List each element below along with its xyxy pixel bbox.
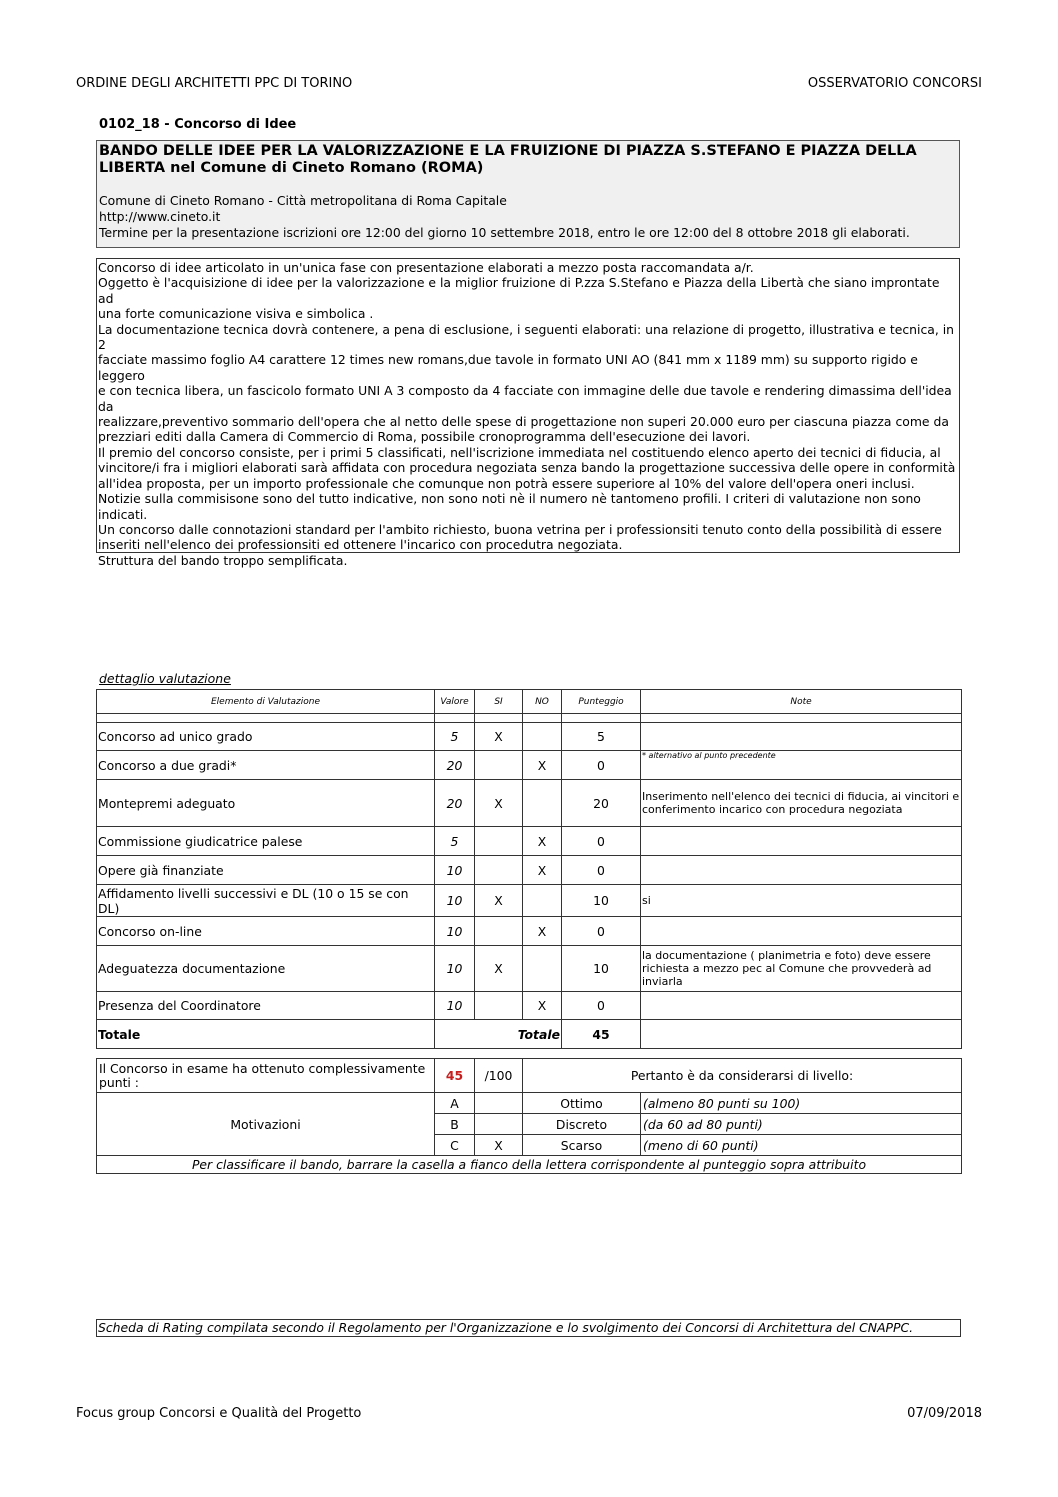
obtained-score: 45: [435, 1059, 475, 1093]
description-line: vincitore/i fra i migliori elaborati sarà affidata con procedura negoziata senza bando la progettazione successiva delle opere in conformità: [98, 460, 956, 476]
level-mark: [475, 1114, 523, 1135]
row-score: 0: [562, 917, 641, 946]
row-no: X: [523, 827, 562, 856]
row-si: [475, 827, 523, 856]
row-value: 10: [435, 946, 475, 992]
table-row: [97, 723, 962, 751]
classification-instruction: Per classificare il bando, barrare la casella a fianco della lettera corrispondente al punteggio sopra attribuito: [97, 1156, 962, 1174]
table-row: [97, 751, 962, 780]
description-line: all'idea proposta, per un importo professionale che comunque non potrà essere superiore al 10% del valore dell'opera oneri inclusi.: [98, 475, 915, 491]
row-note: * alternativo al punto precedente: [641, 751, 962, 780]
table-row: [97, 917, 962, 946]
total-label: Totale: [97, 1020, 435, 1049]
competition-deadline: Termine per la presentazione iscrizioni ore 12:00 del giorno 10 settembre 2018, entro le ore 12:00 del 8 ottobre 2018 gli elaborati.: [99, 225, 910, 240]
level-row-a: [97, 1093, 962, 1114]
header-observatory: OSSERVATORIO CONCORSI: [807, 76, 982, 91]
header-no: NO: [523, 690, 562, 714]
row-element: Concorso ad unico grado: [97, 723, 435, 751]
description-line: Un concorso dalle connotazioni standard per l'ambito richiesto, buona vetrina per i professionsiti tenuto conto della possibilità di essere: [98, 521, 942, 537]
description-line: e con tecnica libera, un fascicolo formato UNI A 3 composto da 4 facciate con immagine delle due tavole e rendering dimassima dell'idea da: [98, 383, 952, 414]
header-si: SI: [475, 690, 523, 714]
row-score: 10: [562, 946, 641, 992]
description-line: una forte comunicazione visiva e simbolica .: [98, 306, 374, 322]
description-line: Concorso di idee articolato in un'unica fase con presentazione elaborati a mezzo posta raccomandata a/r.: [98, 260, 754, 275]
header-value: Valore: [435, 690, 475, 714]
row-note: [641, 917, 962, 946]
row-note: [641, 856, 962, 885]
row-element: Opere già finanziate: [97, 856, 435, 885]
row-score: 10: [562, 885, 641, 917]
summary-table: [96, 1058, 962, 1174]
row-value: 20: [435, 780, 475, 827]
rating-note: Scheda di Rating compilata secondo il Regolamento per l'Organizzazione e lo svolgimento dei Concorsi di Architettura del CNAPPC.: [96, 1319, 961, 1337]
level-name: Scarso: [523, 1135, 641, 1156]
description-line: Notizie sulla commisisone sono del tutto indicative, non sono noti nè il numero nè tantomeno profili. I criteri di valutazione non sono: [98, 491, 921, 507]
table-row: [97, 827, 962, 856]
description-line: Struttura del bando troppo semplificata.: [98, 552, 348, 568]
row-element: Presenza del Coordinatore: [97, 992, 435, 1020]
row-no: [523, 885, 562, 917]
row-score: 5: [562, 723, 641, 751]
row-value: 10: [435, 917, 475, 946]
row-no: [523, 946, 562, 992]
competition-entity: Comune di Cineto Romano - Città metropolitana di Roma Capitale: [99, 193, 507, 208]
description-line: inseriti nell'elenco dei professionsiti ed ottenere l'incarico con procedutra negoziata.: [98, 537, 623, 553]
row-value: 5: [435, 723, 475, 751]
total-row: [97, 1020, 962, 1049]
row-si: X: [475, 723, 523, 751]
level-mark: X: [475, 1135, 523, 1156]
row-si: X: [475, 885, 523, 917]
row-no: X: [523, 917, 562, 946]
row-score: 0: [562, 751, 641, 780]
level-range: (almeno 80 punti su 100): [641, 1093, 962, 1114]
row-si: [475, 917, 523, 946]
row-note: Inserimento nell'elenco dei tecnici di fiducia, ai vincitori e conferimento incarico con procedura negoziata: [641, 780, 962, 827]
level-letter: C: [435, 1135, 475, 1156]
row-element: Affidamento livelli successivi e DL (10 o 15 se con DL): [97, 885, 435, 917]
description-line: indicati.: [98, 506, 148, 522]
level-letter: B: [435, 1114, 475, 1135]
row-value: 10: [435, 992, 475, 1020]
header-element: Elemento di Valutazione: [97, 690, 435, 714]
row-score: 20: [562, 780, 641, 827]
level-label: Pertanto è da considerarsi di livello:: [523, 1059, 962, 1093]
row-score: 0: [562, 856, 641, 885]
motivations-label: Motivazioni: [97, 1093, 435, 1156]
row-element: Concorso on-line: [97, 917, 435, 946]
evaluation-header-row: [97, 690, 962, 714]
row-element: Commissione giudicatrice palese: [97, 827, 435, 856]
table-row: [97, 992, 962, 1020]
header-score: Punteggio: [562, 690, 641, 714]
row-value: 10: [435, 856, 475, 885]
summary-score-row: [97, 1059, 962, 1093]
evaluation-table: [96, 689, 962, 1049]
spacer-row: [97, 714, 962, 723]
table-row: [97, 856, 962, 885]
level-name: Ottimo: [523, 1093, 641, 1114]
footer-date: 07/09/2018: [907, 1406, 982, 1421]
footer-focus-group: Focus group Concorsi e Qualità del Progetto: [76, 1406, 362, 1421]
row-si: [475, 751, 523, 780]
total-label-italic: Totale: [435, 1020, 562, 1049]
row-value: 10: [435, 885, 475, 917]
description-line: prezziari editi dalla Camera di Commercio di Roma, possibile cronoprogramma dell'esecuzione dei lavori.: [98, 429, 751, 445]
level-range: (meno di 60 punti): [641, 1135, 962, 1156]
level-name: Discreto: [523, 1114, 641, 1135]
row-note: [641, 827, 962, 856]
competition-title-box: [96, 140, 960, 248]
row-si: [475, 856, 523, 885]
row-element: Concorso a due gradi*: [97, 751, 435, 780]
evaluation-section-title: dettaglio valutazione: [99, 671, 231, 686]
out-of: /100: [475, 1059, 523, 1093]
competition-title-line1: BANDO DELLE IDEE PER LA VALORIZZAZIONE E LA FRUIZIONE DI PIAZZA S.STEFANO E PIAZZA DELLA: [99, 143, 917, 159]
description-line: La documentazione tecnica dovrà contenere, a pena di esclusione, i seguenti elaborati: una relazione di progetto, illustrativa e tecnica, in 2: [98, 321, 955, 353]
row-note: [641, 723, 962, 751]
obtained-label: Il Concorso in esame ha ottenuto complessivamente punti :: [97, 1059, 435, 1093]
level-range: (da 60 ad 80 punti): [641, 1114, 962, 1135]
description-line: Il premio del concorso consiste, per i primi 5 classificati, nell'iscrizione immediata nel costituendo elenco aperto dei tecnici di fiducia, al: [98, 444, 941, 460]
header-organization: ORDINE DEGLI ARCHITETTI PPC DI TORINO: [76, 76, 353, 91]
row-no: X: [523, 751, 562, 780]
level-letter: A: [435, 1093, 475, 1114]
row-note: si: [641, 885, 962, 917]
competition-website: http://www.cineto.it: [99, 209, 221, 224]
row-element: Montepremi adeguato: [97, 780, 435, 827]
row-no: X: [523, 992, 562, 1020]
row-no: X: [523, 856, 562, 885]
row-score: 0: [562, 827, 641, 856]
header-notes: Note: [641, 690, 962, 714]
competition-code: 0102_18 - Concorso di Idee: [99, 117, 297, 132]
row-note: la documentazione ( planimetria e foto) deve essere richiesta a mezzo pec al Comune che provvederà ad inviarla: [641, 946, 962, 992]
description-line: Oggetto è l'acquisizione di idee per la valorizzazione e la miglior fruizione di P.zza S.Stefano e Piazza della Libertà che siano improntate ad: [98, 275, 940, 306]
row-value: 20: [435, 751, 475, 780]
row-score: 0: [562, 992, 641, 1020]
row-si: [475, 992, 523, 1020]
table-row: [97, 946, 962, 992]
row-no: [523, 723, 562, 751]
competition-title-line2: LIBERTA nel Comune di Cineto Romano (ROMA): [99, 160, 484, 176]
description-line: realizzare,preventivo sommario dell'opera che al netto delle spese di progettazione non superi 20.000 euro per ciascuna piazza come da: [98, 414, 949, 430]
row-element: Adeguatezza documentazione: [97, 946, 435, 992]
description-box: [96, 258, 960, 568]
row-note: [641, 992, 962, 1020]
table-row: [97, 885, 962, 917]
level-mark: [475, 1093, 523, 1114]
row-value: 5: [435, 827, 475, 856]
row-si: X: [475, 780, 523, 827]
description-line: facciate massimo foglio A4 carattere 12 times new romans,due tavole in formato UNI AO (841 mm x 1189 mm) su supporto rigido e leggero: [98, 352, 918, 383]
row-no: [523, 780, 562, 827]
instruction-row: [97, 1156, 962, 1174]
row-si: X: [475, 946, 523, 992]
table-row: [97, 780, 962, 827]
total-value: 45: [562, 1020, 641, 1049]
